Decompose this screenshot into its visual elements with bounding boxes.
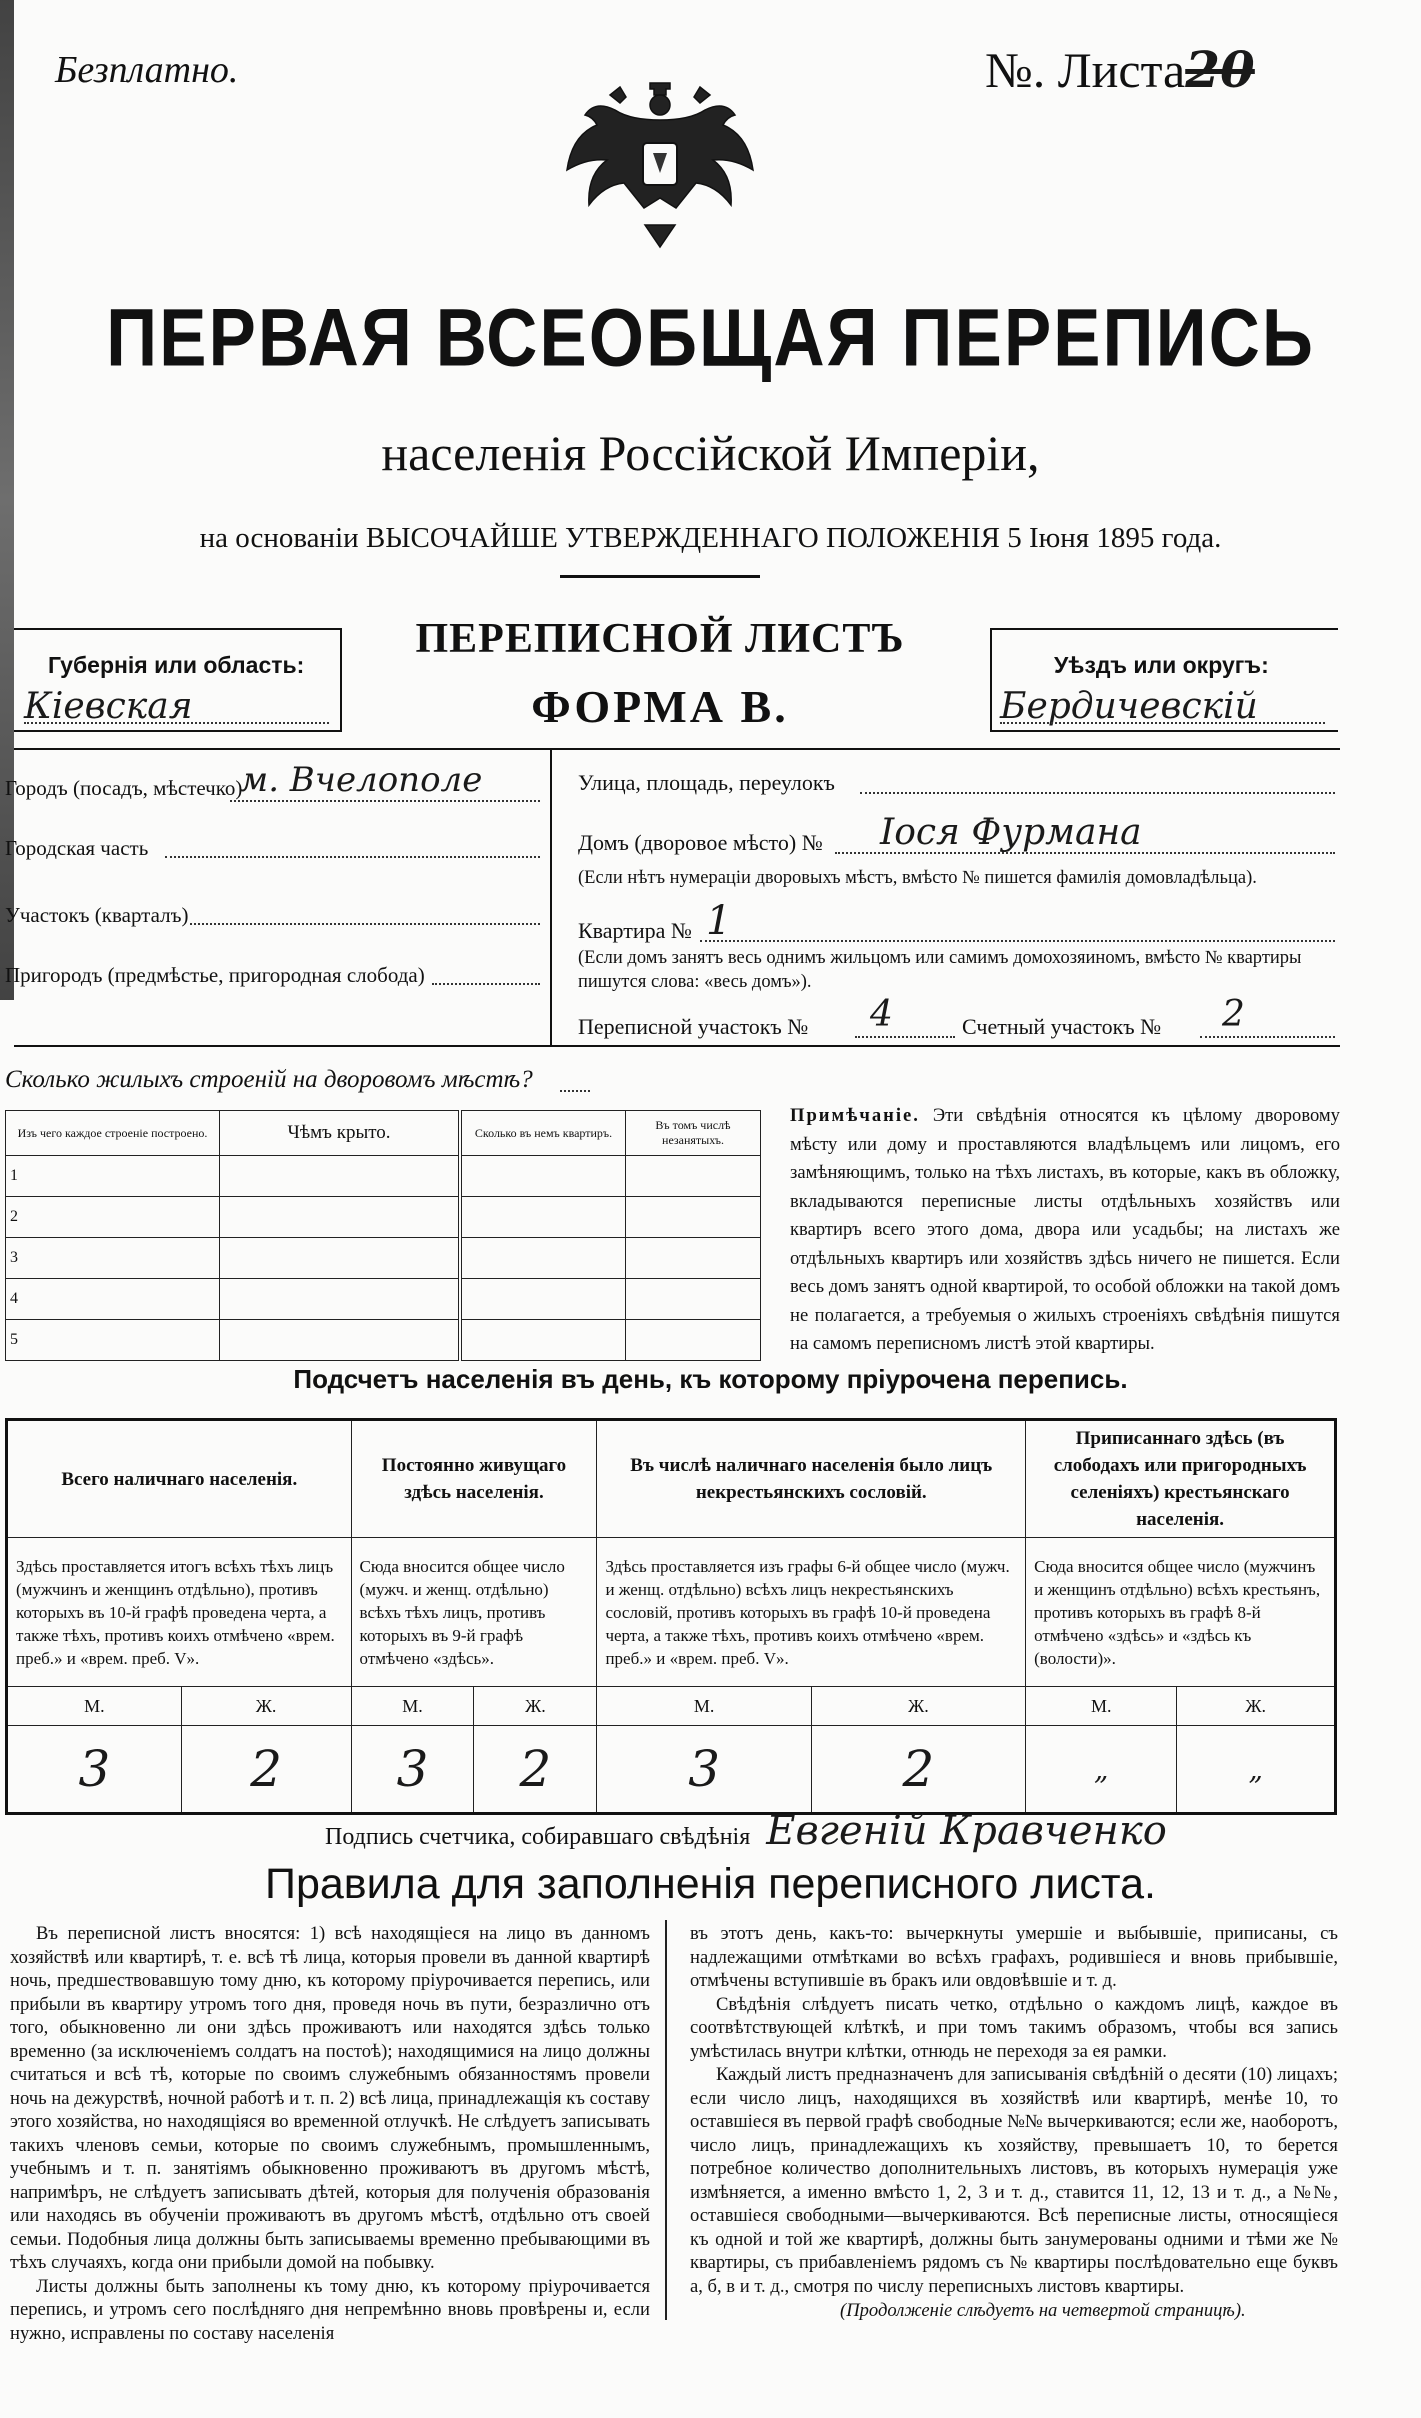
cell[interactable]	[626, 1320, 761, 1361]
continued-note: (Продолженіе слѣдуетъ на четвертой страницѣ).	[840, 2300, 1246, 2321]
row-number: 2	[6, 1197, 220, 1238]
count-female-value[interactable]: 2	[181, 1726, 351, 1814]
rules-right-column	[690, 1922, 1338, 2298]
apartment-note: (Если домъ занятъ весь однимъ жильцомъ или самимъ домохозяиномъ, вмѣсто № квартиры пишутся слова: «весь домъ»).	[578, 948, 1302, 992]
count-col-head: Въ числѣ наличнаго населенія было лицъ некрестьянскихъ сословій.	[597, 1420, 1026, 1538]
male-label: М.	[351, 1687, 474, 1726]
row-number: 3	[6, 1238, 220, 1279]
table-row	[6, 1197, 761, 1238]
cell[interactable]	[460, 1279, 626, 1320]
count-female-value[interactable]: 2	[811, 1726, 1025, 1814]
population-count-table	[5, 1418, 1337, 1815]
suburb-label: Пригородъ (предмѣстье, пригородная слобода)	[5, 963, 425, 987]
note-text: Эти свѣдѣнія относятся къ цѣлому дворовому мѣсту или дому и проставляются владѣльцемъ или лицомъ, его замѣняющимъ, только на тѣхъ листахъ, въ которые, какъ въ обложку, вкладываются переписные листы отдѣльныхъ хозяйствъ или квартиръ всего этого дома, двора или усадьбы; на листахъ же отдѣльныхъ квартиръ или хозяйствъ здѣсь ничего не пишется. Если весь домъ занятъ одной квартирой, то особой обложки на такой домъ не полагается, а требуемыя о жилыхъ строеніяхъ свѣдѣнія пишутся на самомъ переписномъ листѣ этой квартиры.	[790, 1105, 1340, 1354]
cell[interactable]	[460, 1320, 626, 1361]
dotted-line	[855, 1036, 955, 1038]
rules-paragraph: Каждый листъ предназначенъ для записыванія свѣдѣній о десяти (10) лицахъ; если число лицъ, находящихся въ хозяйствѣ или квартирѣ, менѣе 10, то оставшіеся въ первой графѣ свободные №№ вычеркиваются; если же, наоборотъ, число лицъ, принадлежащихъ къ хозяйству, превышаетъ 10, то берется потребное количество дополнительныхъ листовъ, въ которыхъ нумерація уже измѣняется, а именно вмѣсто 1, 2, 3 и т. д., ставится 11, 12, 13 и т. д., а №№, оставшіеся свободными—вычеркиваются. Всѣ переписные листы, относящіеся къ одной и той же квартирѣ, должны быть занумерованы одними и тѣми же № квартиры, съ прибавленіемъ рядомъ съ № квартиры послѣдовательно еще буквъ а, б, в и т. д., смотря по числу переписныхъ листовъ квартиры.	[690, 2064, 1338, 2297]
divider	[560, 575, 760, 578]
rules-left-column	[10, 1922, 650, 2345]
district-label: Уѣздъ или округъ:	[1054, 652, 1269, 678]
signature-value: Евгеній Кравченко	[766, 1808, 1167, 1854]
female-label: Ж.	[811, 1687, 1025, 1726]
dotted-line	[1200, 1036, 1335, 1038]
row-number: 5	[6, 1320, 220, 1361]
note-head: Примѣчаніе.	[790, 1105, 920, 1126]
male-label: М.	[597, 1687, 811, 1726]
free-label: Безплатно.	[55, 49, 239, 91]
house-note: (Если нѣтъ нумераціи дворовыхъ мѣстъ, вмѣсто № пишется фамилія домовладѣльца).	[578, 868, 1257, 888]
count-col-desc: Здѣсь проставляется итогъ всѣхъ тѣхъ лицъ (мужчинъ и женщинъ отдѣльно), противъ которыхъ въ 10-й графѣ проведена черта, а также тѣхъ, противъ коихъ отмѣчено «врем. преб.» и «врем. преб. V».	[7, 1538, 352, 1687]
double-headed-eagle-emblem-icon	[555, 75, 765, 255]
count-values	[7, 1726, 1336, 1814]
dotted-line	[700, 940, 1335, 942]
cell[interactable]	[626, 1156, 761, 1197]
box-line	[990, 628, 992, 731]
count-male-value[interactable]: 3	[597, 1726, 811, 1814]
cell[interactable]	[626, 1197, 761, 1238]
box-line	[14, 628, 340, 630]
apartment-value: 1	[706, 898, 732, 944]
town-label: Городъ (посадъ, мѣстечко)	[5, 776, 243, 800]
count-col-head: Всего наличнаго населенія.	[7, 1420, 352, 1538]
signature	[325, 1808, 1167, 1854]
dotted-line	[165, 856, 540, 858]
table-row	[6, 1279, 761, 1320]
cell[interactable]	[460, 1156, 626, 1197]
male-label: М.	[1026, 1687, 1177, 1726]
cell[interactable]	[220, 1279, 461, 1320]
dotted-line	[432, 983, 540, 985]
section-line	[14, 748, 1340, 750]
dotted-line	[560, 1090, 590, 1092]
province-label: Губернія или область:	[48, 652, 305, 678]
dotted-line	[24, 722, 329, 724]
female-label: Ж.	[1177, 1687, 1336, 1726]
section-line	[550, 748, 552, 1045]
cell[interactable]	[460, 1197, 626, 1238]
count-col-desc: Здѣсь проставляется изъ графы 6-й общее число (мужч. и женщ. отдѣльно) всѣхъ лицъ некрестьянскихъ сословій, противъ которыхъ въ графѣ 10-й проведена черта, а также тѣхъ, противъ коихъ отмѣчено «врем. преб.» и «врем. преб. V».	[597, 1538, 1026, 1687]
count-area-value: 2	[1222, 994, 1245, 1035]
rules-paragraph: Свѣдѣнія слѣдуетъ писать четко, отдѣльно о каждомъ лицѣ, каждое въ соотвѣтствующей клѣткѣ, и при томъ такимъ образомъ, чтобы вся запись умѣстилась внутри клѣтки, отнюдь не переходя за ея рамки.	[690, 1993, 1338, 2062]
dotted-line	[1000, 722, 1325, 724]
district-value: Бердичевскій	[1000, 686, 1258, 727]
count-col-desc: Сюда вносится общее число (мужч. и женщ. отдѣльно) всѣхъ тѣхъ лицъ, противъ которыхъ въ 9-й графѣ отмѣчено «здѣсь».	[351, 1538, 597, 1687]
table-row	[6, 1156, 761, 1197]
female-label: Ж.	[181, 1687, 351, 1726]
count-female-value[interactable]: 2	[474, 1726, 597, 1814]
box-line	[340, 628, 342, 731]
count-sex-labels	[7, 1687, 1336, 1726]
column-separator	[665, 1920, 667, 2320]
cell[interactable]	[220, 1238, 461, 1279]
box-line	[990, 628, 1338, 630]
city-part-label: Городская часть	[5, 836, 149, 860]
section-line	[14, 1045, 1340, 1047]
female-label: Ж.	[474, 1687, 597, 1726]
count-headers	[7, 1420, 1336, 1538]
count-col-head: Постоянно живущаго здѣсь населенія.	[351, 1420, 597, 1538]
col-roof: Чѣмъ крыто.	[220, 1111, 461, 1156]
buildings-question: Сколько жилыхъ строеній на дворовомъ мѣстѣ?	[5, 1066, 533, 1093]
form-type: ФОРМА В.	[531, 681, 789, 732]
col-apartments: Сколько въ немъ квартиръ.	[460, 1111, 626, 1156]
rules-paragraph: въ этотъ день, какъ-то: вычеркнуты умершіе и выбывшіе, приписаны, съ надлежащими отмѣтками во всѣхъ графахъ, родившіеся и вновь прибывшіе, отмѣчены вступившіе въ бракъ или овдовѣвшіе и т. д.	[690, 1923, 1338, 1991]
legal-basis: на основаніи ВЫСОЧАЙШЕ УТВЕРЖДЕННАГО ПОЛОЖЕНІЯ 5 Іюня 1895 года.	[199, 522, 1222, 554]
row-number: 4	[6, 1279, 220, 1320]
note	[790, 1102, 1340, 1359]
table-row	[6, 1320, 761, 1361]
section-label: Участокъ (кварталъ)	[5, 903, 189, 927]
row-number: 1	[6, 1156, 220, 1197]
count-area-label: Счетный участокъ №	[962, 1014, 1162, 1039]
apartment-label: Квартира №	[578, 918, 692, 943]
dotted-line	[835, 852, 1335, 854]
count-male-value[interactable]: „	[1026, 1726, 1177, 1814]
count-female-value[interactable]: „	[1177, 1726, 1336, 1814]
main-title: ПЕРВАЯ ВСЕОБЩАЯ ПЕРЕПИСЬ	[106, 293, 1315, 384]
count-title: Подсчетъ населенія въ день, къ которому пріурочена перепись.	[293, 1364, 1128, 1394]
subtitle: населенія Россійской Имперіи,	[381, 425, 1040, 481]
dotted-line	[860, 792, 1335, 794]
province-value: Кіевская	[24, 686, 193, 727]
buildings-table	[5, 1110, 761, 1361]
cell[interactable]	[626, 1238, 761, 1279]
house-value: Іося Фурмана	[880, 812, 1142, 853]
sheet-number-value: 20	[1185, 40, 1255, 99]
cell[interactable]	[220, 1197, 461, 1238]
table-row	[6, 1238, 761, 1279]
sheet-number-label: №. Листа	[985, 42, 1186, 98]
count-male-value[interactable]: 3	[351, 1726, 474, 1814]
count-col-head: Приписаннаго здѣсь (въ слободахъ или пригородныхъ селеніяхъ) крестьянскаго населенія.	[1026, 1420, 1336, 1538]
col-material: Изъ чего каждое строеніе построено.	[6, 1111, 220, 1156]
form-title: ПЕРЕПИСНОЙ ЛИСТЪ	[415, 616, 905, 662]
rules-paragraph: Въ переписной листъ вносятся: 1) всѣ находящіеся на лицо въ данномъ хозяйствѣ или квартирѣ, т. е. всѣ тѣ лица, которыя провели въ данной квартирѣ ночь, предшествовавшую тому дню, къ которому пріурочивается перепись, или прибыли въ квартиру утромъ того дня, проведя ночь въ пути, безразлично отъ того, обыкновенно ли они здѣсь проживаютъ или находятся здѣсь только временно (за исключеніемъ солдатъ на постоѣ); находящимися на лицо должны считаться и всѣ тѣ, которые по своимъ служебнымъ обязанностямъ провели ночь на дежурствѣ, ночной работѣ и т. п. 2) всѣ лица, принадлежащія къ составу этого хозяйства, но находящіяся во временной отлучкѣ. Не слѣдуетъ записывать такихъ членовъ семьи, которые по своимъ служебнымъ, промышленнымъ, учебнымъ и т. п. занятіямъ обыкновенно проживаютъ въ другомъ мѣстѣ, напримѣръ, не слѣдуетъ записывать дѣтей, которыя для полученія образованія или находясь въ обученіи проживаютъ въ другомъ мѣстѣ, отдѣльно отъ своей семьи. Подобныя лица должны быть записываемы временно пребывающими въ тѣхъ случаяхъ, когда они прибыли домой на побывку.	[10, 1923, 650, 2273]
house-label: Домъ (дворовое мѣсто) №	[578, 830, 823, 855]
count-descriptions	[7, 1538, 1336, 1687]
rules-paragraph: Листы должны быть заполнены къ тому дню, къ которому пріурочивается перепись, и утромъ сего послѣдняго дня непремѣнно вновь провѣрены и, если нужно, исправлены по составу населенія	[10, 2275, 650, 2344]
col-vacant: Въ томъ числѣ незанятыхъ.	[626, 1111, 761, 1156]
male-label: М.	[7, 1687, 182, 1726]
sheet-number	[985, 40, 1255, 99]
cell[interactable]	[220, 1320, 461, 1361]
rules-title: Правила для заполненія переписного листа.	[265, 1860, 1156, 1908]
box-line	[14, 730, 342, 732]
street-label: Улица, площадь, переулокъ	[578, 770, 835, 795]
buildings-table-header	[6, 1111, 761, 1156]
cell[interactable]	[220, 1156, 461, 1197]
signature-label: Подпись счетчика, собиравшаго свѣдѣнія	[325, 1824, 751, 1850]
box-line	[990, 730, 1338, 732]
count-male-value[interactable]: 3	[7, 1726, 182, 1814]
town-value: м. Вчелополе	[240, 760, 483, 800]
census-area-label: Переписной участокъ №	[578, 1014, 809, 1039]
dotted-line	[230, 800, 540, 802]
count-col-desc: Сюда вносится общее число (мужчинъ и женщинъ отдѣльно) всѣхъ крестьянъ, противъ которыхъ въ графѣ 8-й отмѣчено «здѣсь» и «здѣсь къ (волости)».	[1026, 1538, 1336, 1687]
census-area-value: 4	[870, 994, 893, 1035]
dotted-line	[190, 923, 540, 925]
cell[interactable]	[460, 1238, 626, 1279]
cell[interactable]	[626, 1279, 761, 1320]
